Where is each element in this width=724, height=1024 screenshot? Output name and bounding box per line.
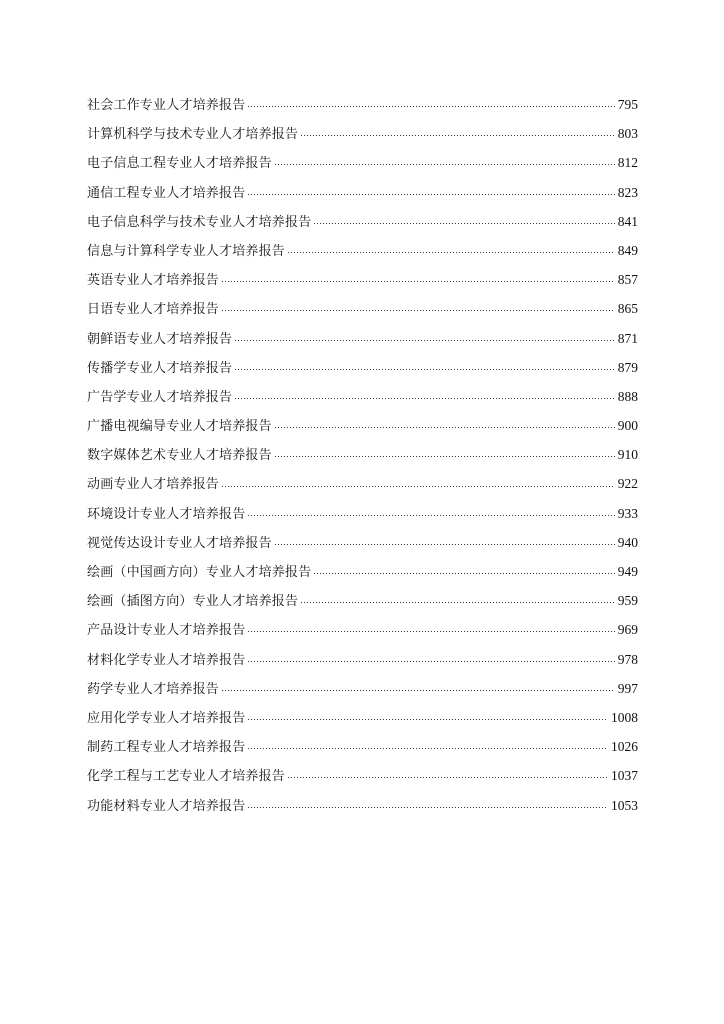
toc-entry[interactable] <box>87 557 638 586</box>
table-of-contents <box>87 90 638 820</box>
toc-entry-page-number: 910 <box>617 447 638 463</box>
dot-leader <box>234 369 615 370</box>
toc-entry-page-number: 879 <box>617 359 638 375</box>
toc-entry-title: 日语专业人才培养报告 <box>87 302 220 318</box>
toc-entry-page-number: 871 <box>617 330 638 346</box>
dot-leader <box>287 252 615 253</box>
toc-entry-page-number: 933 <box>617 505 638 521</box>
toc-entry-page-number: 978 <box>617 651 638 667</box>
toc-entry-title: 社会工作专业人才培养报告 <box>87 98 246 113</box>
toc-entry-title: 材料化学专业人才培养报告 <box>87 652 246 668</box>
dot-leader <box>300 135 615 136</box>
toc-entry[interactable] <box>87 732 638 761</box>
toc-entry-title: 通信工程专业人才培养报告 <box>87 185 246 201</box>
toc-entry[interactable] <box>87 353 638 382</box>
dot-leader <box>247 807 608 808</box>
toc-entry-title: 产品设计专业人才培养报告 <box>87 623 246 639</box>
toc-entry[interactable] <box>87 207 638 236</box>
dot-leader <box>247 106 614 107</box>
toc-entry[interactable] <box>87 119 638 148</box>
dot-leader <box>313 223 614 224</box>
toc-entry-title: 环境设计专业人才培养报告 <box>87 506 246 522</box>
toc-entry-page-number: 803 <box>617 126 638 142</box>
toc-entry-title: 朝鲜语专业人才培养报告 <box>87 331 233 347</box>
toc-entry-page-number: 997 <box>617 680 638 696</box>
dot-leader <box>287 777 608 778</box>
toc-entry-page-number: 857 <box>617 272 638 288</box>
toc-entry[interactable] <box>87 411 638 440</box>
toc-entry[interactable] <box>87 615 638 644</box>
toc-entry[interactable] <box>87 265 638 294</box>
dot-leader <box>247 515 614 516</box>
toc-entry[interactable] <box>87 236 638 265</box>
toc-entry[interactable] <box>87 294 638 323</box>
toc-entry-title: 信息与计算科学专业人才培养报告 <box>87 243 286 259</box>
toc-entry-page-number: 1008 <box>611 709 638 725</box>
toc-entry-page-number: 823 <box>617 184 638 200</box>
toc-entry[interactable] <box>87 528 638 557</box>
dot-leader <box>274 427 615 428</box>
toc-entry[interactable] <box>87 469 638 498</box>
toc-entry[interactable] <box>87 761 638 790</box>
toc-entry-page-number: 812 <box>617 155 638 171</box>
toc-entry-title: 传播学专业人才培养报告 <box>87 360 233 376</box>
dot-leader <box>313 573 614 574</box>
toc-entry-page-number: 849 <box>617 242 638 258</box>
toc-entry-title: 广播电视编导专业人才培养报告 <box>87 419 272 435</box>
toc-entry[interactable] <box>87 148 638 177</box>
dot-leader <box>247 748 608 749</box>
dot-leader <box>221 281 615 282</box>
toc-entry[interactable] <box>87 178 638 207</box>
toc-entry-page-number: 1053 <box>611 797 638 813</box>
toc-entry-title: 动画专业人才培养报告 <box>87 477 220 493</box>
toc-entry-title: 绘画（中国画方向）专业人才培养报告 <box>87 565 312 580</box>
toc-entry-title: 广告学专业人才培养报告 <box>87 389 233 405</box>
toc-entry-title: 电子信息科学与技术专业人才培养报告 <box>87 214 312 230</box>
toc-entry-page-number: 969 <box>617 622 638 638</box>
toc-entry-page-number: 959 <box>617 593 638 609</box>
dot-leader <box>300 602 615 603</box>
dot-leader <box>247 631 614 632</box>
toc-entry-title: 计算机科学与技术专业人才培养报告 <box>87 127 299 143</box>
toc-entry-page-number: 888 <box>617 388 638 404</box>
toc-entry-page-number: 841 <box>617 213 638 229</box>
dot-leader <box>247 661 614 662</box>
dot-leader <box>274 544 615 545</box>
toc-entry[interactable] <box>87 90 638 119</box>
toc-entry[interactable] <box>87 703 638 732</box>
dot-leader <box>247 719 608 720</box>
toc-entry[interactable] <box>87 499 638 528</box>
toc-entry-title: 英语专业人才培养报告 <box>87 273 220 289</box>
toc-entry-page-number: 922 <box>617 476 638 492</box>
toc-entry-title: 功能材料专业人才培养报告 <box>87 798 246 814</box>
toc-entry-page-number: 949 <box>617 564 638 579</box>
toc-entry-page-number: 900 <box>617 418 638 434</box>
dot-leader <box>274 456 615 457</box>
toc-entry[interactable] <box>87 674 638 703</box>
dot-leader <box>247 194 614 195</box>
dot-leader <box>234 340 615 341</box>
toc-entry-page-number: 795 <box>617 97 638 112</box>
toc-entry-page-number: 865 <box>617 301 638 317</box>
dot-leader <box>221 690 615 691</box>
dot-leader <box>221 310 615 311</box>
toc-entry[interactable] <box>87 382 638 411</box>
toc-entry-page-number: 1026 <box>611 739 638 755</box>
toc-entry-title: 药学专业人才培养报告 <box>87 681 220 697</box>
toc-entry-title: 化学工程与工艺专业人才培养报告 <box>87 769 286 785</box>
dot-leader <box>221 486 615 487</box>
toc-entry[interactable] <box>87 645 638 674</box>
toc-entry-page-number: 1037 <box>611 768 638 784</box>
toc-entry-title: 绘画（插图方向）专业人才培养报告 <box>87 594 299 610</box>
toc-entry[interactable] <box>87 440 638 469</box>
toc-entry-title: 数字媒体艺术专业人才培养报告 <box>87 448 272 464</box>
toc-entry-page-number: 940 <box>617 534 638 550</box>
toc-entry-title: 电子信息工程专业人才培养报告 <box>87 156 272 172</box>
toc-entry-title: 视觉传达设计专业人才培养报告 <box>87 535 272 551</box>
toc-entry-title: 应用化学专业人才培养报告 <box>87 710 246 726</box>
toc-entry[interactable] <box>87 586 638 615</box>
dot-leader <box>234 398 615 399</box>
toc-entry[interactable] <box>87 791 638 820</box>
dot-leader <box>274 164 615 165</box>
toc-entry[interactable] <box>87 324 638 353</box>
toc-entry-title: 制药工程专业人才培养报告 <box>87 740 246 756</box>
